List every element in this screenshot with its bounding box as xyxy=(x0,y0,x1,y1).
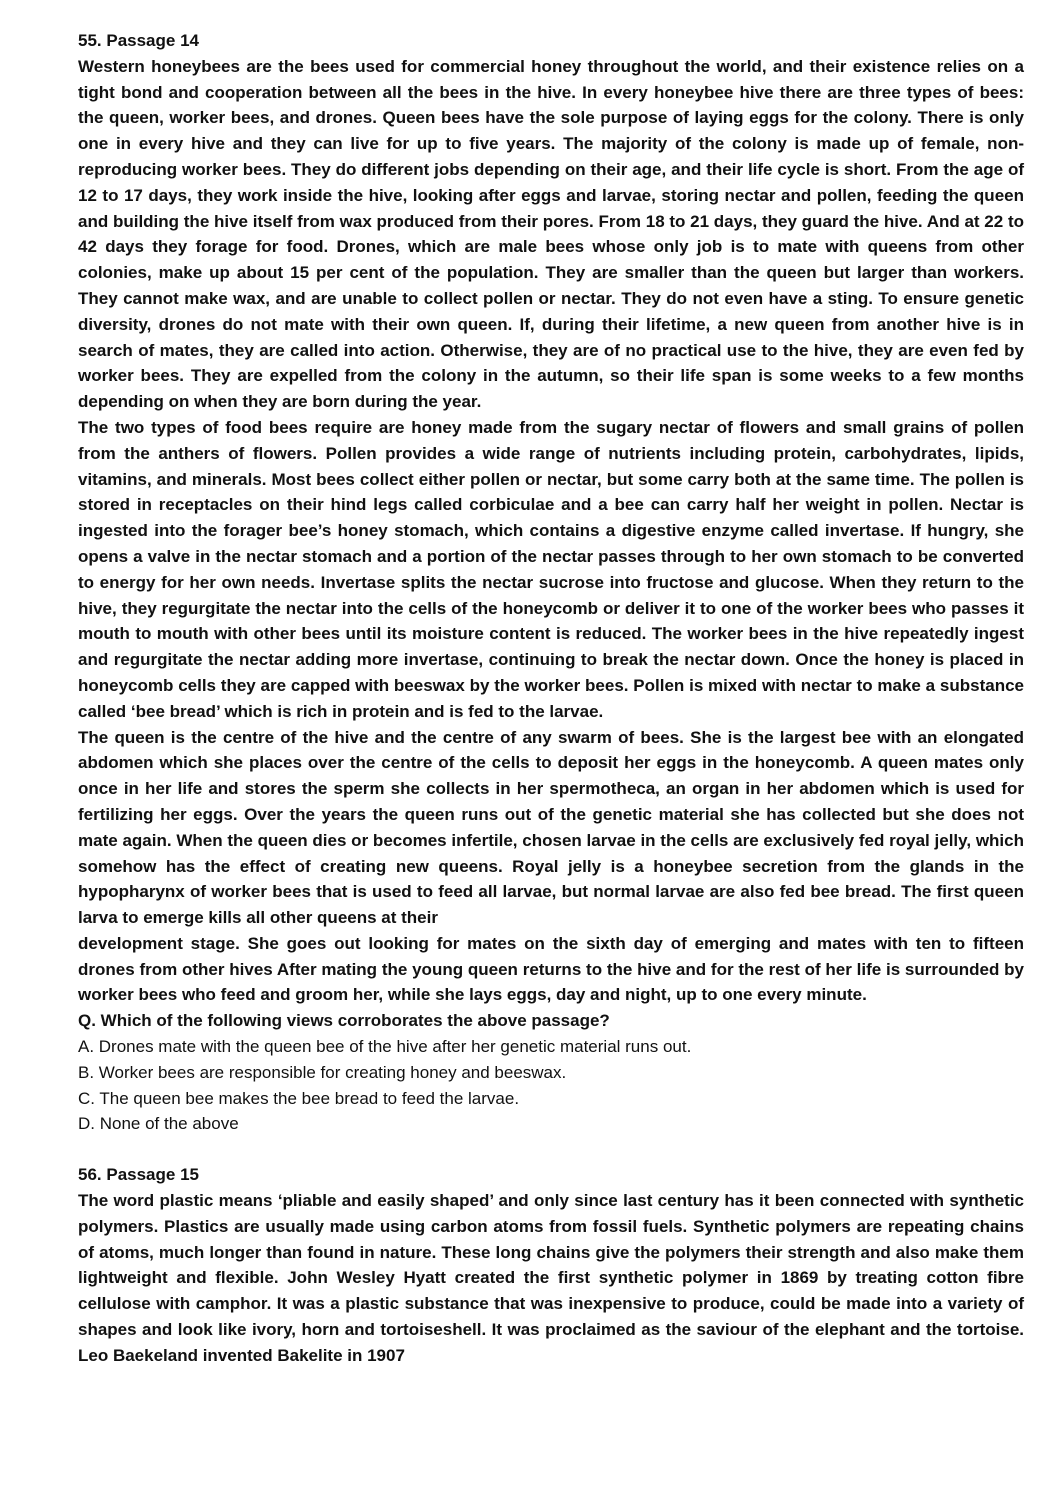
section-spacer xyxy=(78,1137,1024,1162)
passage-14-paragraph-3: The queen is the centre of the hive and the centre of any swarm of bees. She is the largest bee with an elongated abdomen which she places over the centre of the cells to deposit her eggs in the honeycomb. A queen mates only once in her life and stores the sperm she collects in her spermotheca, an organ in her abdomen which is used for fertilizing her eggs. Over the years the queen runs out of the genetic material she has collected but she does not mate again. When the queen dies or becomes infertile, chosen larvae in the cells are exclusively fed royal jelly, which somehow has the effect of creating new queens. Royal jelly is a honeybee secretion from the glands in the hypopharynx of worker bees that is used to feed all larvae, but normal larvae are also fed bee bread. The first queen larva to emerge kills all other queens at their xyxy=(78,727,1024,928)
question-56-heading: 56. Passage 15 xyxy=(78,1165,199,1185)
question-55-option-b: B. Worker bees are responsible for creating honey and beeswax. xyxy=(78,1062,567,1082)
passage-14-paragraph-4: development stage. She goes out looking for mates on the sixth day of emerging and mates with ten to fifteen drones from other hives After mating the young queen returns to the hive and for the rest of her life is surrounded by worker bees who feed and groom her, while she lays eggs, day and night, up to one every minute. xyxy=(78,933,1024,1005)
question-55-option-c: C. The queen bee makes the bee bread to feed the larvae. xyxy=(78,1088,520,1108)
question-55-option-d: D. None of the above xyxy=(78,1114,239,1134)
question-55-heading: 55. Passage 14 xyxy=(78,31,199,50)
question-55-option-a: A. Drones mate with the queen bee of the hive after her genetic material runs out. xyxy=(78,1037,692,1057)
document-page xyxy=(78,28,1024,1369)
passage-15-paragraph-1: The word plastic means ‘pliable and easily shaped’ and only since last century has it been connected with synthetic polymers. Plastics are usually made using carbon atoms from fossil fuels. Synthetic polymers are repeating chains of atoms, much longer than found in nature. These long chains give the polymers their strength and also make them lightweight and flexible. John Wesley Hyatt created the first synthetic polymer in 1869 by treating cotton fibre cellulose with camphor. It was a plastic substance that was inexpensive to produce, could be made into a variety of shapes and look like ivory, horn and tortoiseshell. It was proclaimed as the saviour of the elephant and the tortoise. Leo Baekeland invented Bakelite in 1907 xyxy=(78,1191,1024,1365)
passage-14-paragraph-2: The two types of food bees require are honey made from the sugary nectar of flowers and small grains of pollen from the anthers of flowers. Pollen provides a wide range of nutrients including protein, carbohydrates, lipids, vitamins, and minerals. Most bees collect either pollen or nectar, but some carry both at the same time. The pollen is stored in receptacles on their hind legs called corbiculae and a bee can carry half her weight in pollen. Nectar is ingested into the forager bee’s honey stomach, which contains a digestive enzyme called invertase. If hungry, she opens a valve in the nectar stomach and a portion of the nectar passes through to her own stomach to be converted to energy for her own needs. Invertase splits the nectar sucrose into fructose and glucose. When they return to the hive, they regurgitate the nectar into the cells of the honeycomb or deliver it to one of the worker bees who passes it mouth to mouth with other bees until its moisture content is reduced. The worker bees in the hive repeatedly ingest and regurgitate the nectar adding more invertase, continuing to break the nectar down. Once the honey is placed in honeycomb cells they are capped with beeswax by the worker bees. Pollen is mixed with nectar to make a substance called ‘bee bread’ which is rich in protein and is fed to the larvae. xyxy=(78,417,1024,721)
passage-14-paragraph-1: Western honeybees are the bees used for commercial honey throughout the world, and their existence relies on a tight bond and cooperation between all the bees in the hive. In every honeybee hive there are three types of bees: the queen, worker bees, and drones. Queen bees have the sole purpose of laying eggs for the colony. There is only one in every hive and they can live for up to five years. The majority of the colony is made up of female, non-reproducing worker bees. They do different jobs depending on their age, and their life cycle is short. From the age of 12 to 17 days, they work inside the hive, looking after eggs and larvae, storing nectar and pollen, feeding the queen and building the hive itself from wax produced from their pores. From 18 to 21 days, they guard the hive. And at 22 to 42 days they forage for food. Drones, which are male bees whose only job is to mate with queens from other colonies, make up about 15 per cent of the population. They are smaller than the queen but larger than workers. They cannot make wax, and are unable to collect pollen or nectar. They do not even have a sting. To ensure genetic diversity, drones do not mate with their own queen. If, during their lifetime, a new queen from another hive is in search of mates, they are called into action. Otherwise, they are of no practical use to the hive, they are even fed by worker bees. They are expelled from the colony in the autumn, so their life span is some weeks to a few months depending on when they are born during the year. xyxy=(78,56,1024,412)
question-55-prompt: Q. Which of the following views corroborates the above passage? xyxy=(78,1011,610,1031)
